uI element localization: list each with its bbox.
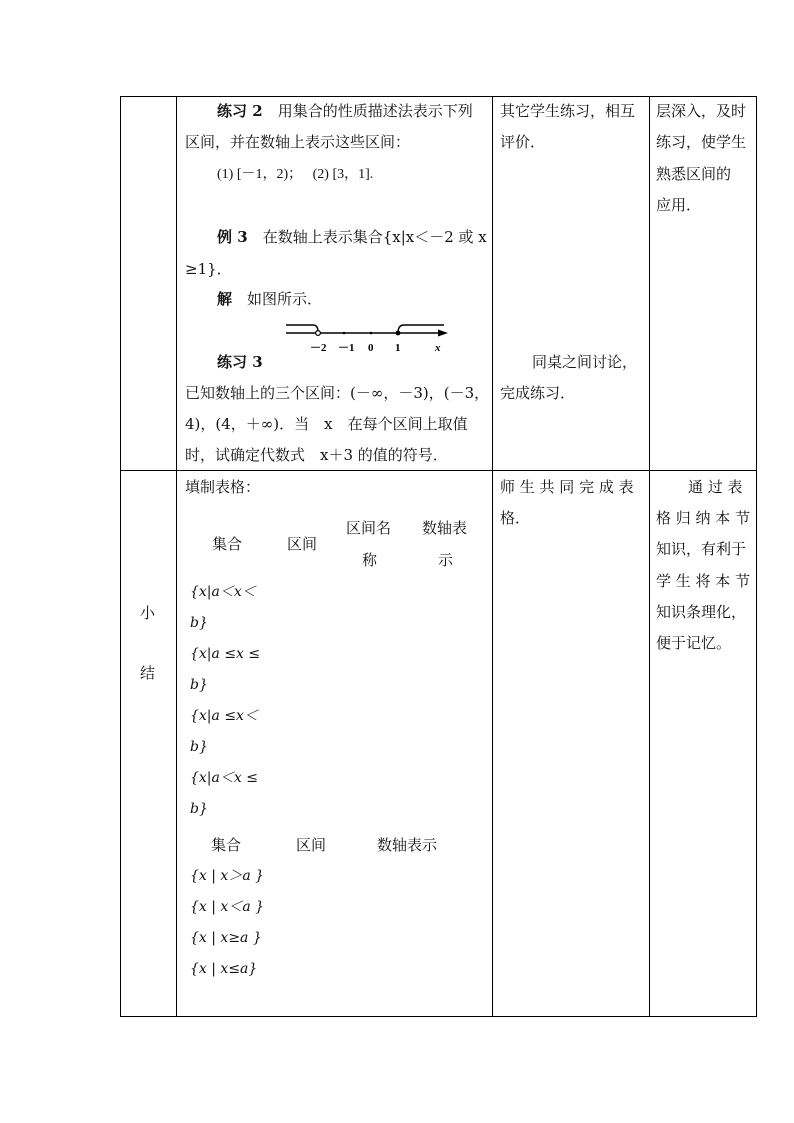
table-bottom-border — [120, 1016, 757, 1017]
exercise-2-text — [217, 96, 473, 127]
design-intent-line1: 层深入，及时 — [656, 102, 747, 120]
table-right-border — [756, 96, 757, 1017]
axis-label-x: x — [435, 342, 441, 354]
tick-label-neg2: －2 — [310, 342, 327, 354]
table1-row1-a: {x|a＜x＜ — [190, 584, 256, 600]
summary-intent-line6: 便于记忆。 — [656, 634, 732, 652]
exercise-2-line2: 区间，并在数轴上表示这些区间： — [185, 133, 411, 151]
column-divider-2 — [492, 96, 493, 1017]
table2-header-interval: 区间 — [296, 836, 327, 854]
exercise-3-label: 练习 3 — [217, 353, 263, 371]
table2-row3: {x | x≥a } — [190, 930, 262, 946]
column-divider-3 — [649, 96, 650, 1017]
table1-row4-b: b} — [190, 801, 208, 817]
design-intent-line4: 应用． — [656, 196, 702, 214]
table2-row1: {x | x＞a } — [190, 868, 265, 884]
example-3-line2: ≥1}． — [185, 260, 232, 278]
student-activity-line1: 其它学生练习，相互 — [500, 102, 636, 120]
example-3-label: 例 3 — [217, 228, 248, 246]
tick-label-neg1: －1 — [338, 342, 355, 354]
table2-row2: {x | x＜a } — [190, 899, 265, 915]
solution-label: 解 — [217, 290, 233, 308]
summary-intent-line2: 格 归 纳 本 节 — [656, 509, 751, 527]
summary-intent-line5: 知识条理化， — [656, 603, 747, 621]
exercise-3-line1: 已知数轴上的三个区间：(－∞，－3)，(－3， — [185, 384, 490, 402]
table-left-border — [120, 96, 121, 1017]
summary-intent-line4: 学 生 将 本 节 — [656, 572, 751, 590]
summary-activity-line2: 格． — [500, 509, 531, 527]
example-3-line1: 在数轴上表示集合{x|x＜－2 或 x — [262, 228, 487, 246]
table1-header-name-2: 称 — [362, 551, 378, 569]
table1-header-name-1: 区间名 — [346, 519, 392, 537]
exercise-2-label: 练习 2 — [217, 102, 263, 120]
solution-body: 如图所示． — [247, 290, 323, 308]
tick-label-1: 1 — [395, 342, 401, 354]
exercise-2-line1: 用集合的性质描述法表示下列 — [277, 102, 473, 120]
summary-activity-line1: 师 生 共 同 完 成 表 — [500, 478, 634, 496]
design-intent-line3: 熟悉区间的 — [656, 165, 732, 183]
table1-row4-a: {x|a＜x ≤ — [190, 770, 258, 786]
fill-table-intro: 填制表格： — [185, 478, 261, 496]
table1-header-interval: 区间 — [287, 535, 318, 553]
student-activity-line2: 评价． — [500, 133, 546, 151]
tick-label-0: 0 — [368, 342, 374, 354]
exercise-3-line2: 4)，(4，＋∞)．当 x 在每个区间上取值 — [185, 415, 468, 433]
table1-row3-a: {x|a ≤x＜ — [190, 708, 258, 724]
summary-label-top: 小 — [140, 604, 156, 622]
summary-label-bottom: 结 — [140, 664, 156, 682]
table1-row1-b: b} — [190, 615, 208, 631]
table2-row4: {x | x≤a} — [190, 961, 258, 977]
table1-row3-b: b} — [190, 739, 208, 755]
table1-row2-a: {x|a ≤x ≤ — [190, 646, 261, 662]
table1-row2-b: b} — [190, 677, 208, 693]
number-line-figure — [282, 318, 454, 356]
column-divider-1 — [176, 96, 177, 1017]
student-activity-line3: 同桌之间讨论， — [532, 353, 638, 371]
table1-header-set: 集合 — [212, 535, 243, 553]
table2-header-set: 集合 — [211, 836, 242, 854]
student-activity-line4: 完成练习． — [500, 384, 576, 402]
design-intent-line2: 练习，使学生 — [656, 133, 747, 151]
exercise-3-line3: 时，试确定代数式 x＋3 的值的符号． — [185, 446, 448, 464]
solution-text — [217, 284, 322, 315]
table1-header-axis-2: 示 — [438, 551, 454, 569]
example-3-text — [217, 222, 487, 253]
exercise-2-items: (1) [－1，2)； (2) [3，1]. — [217, 167, 374, 182]
summary-intent-line1: 通 过 表 — [688, 478, 743, 496]
summary-intent-line3: 知识，有利于 — [656, 540, 747, 558]
table1-header-axis-1: 数轴表 — [422, 519, 468, 537]
table2-header-axis: 数轴表示 — [377, 836, 438, 854]
